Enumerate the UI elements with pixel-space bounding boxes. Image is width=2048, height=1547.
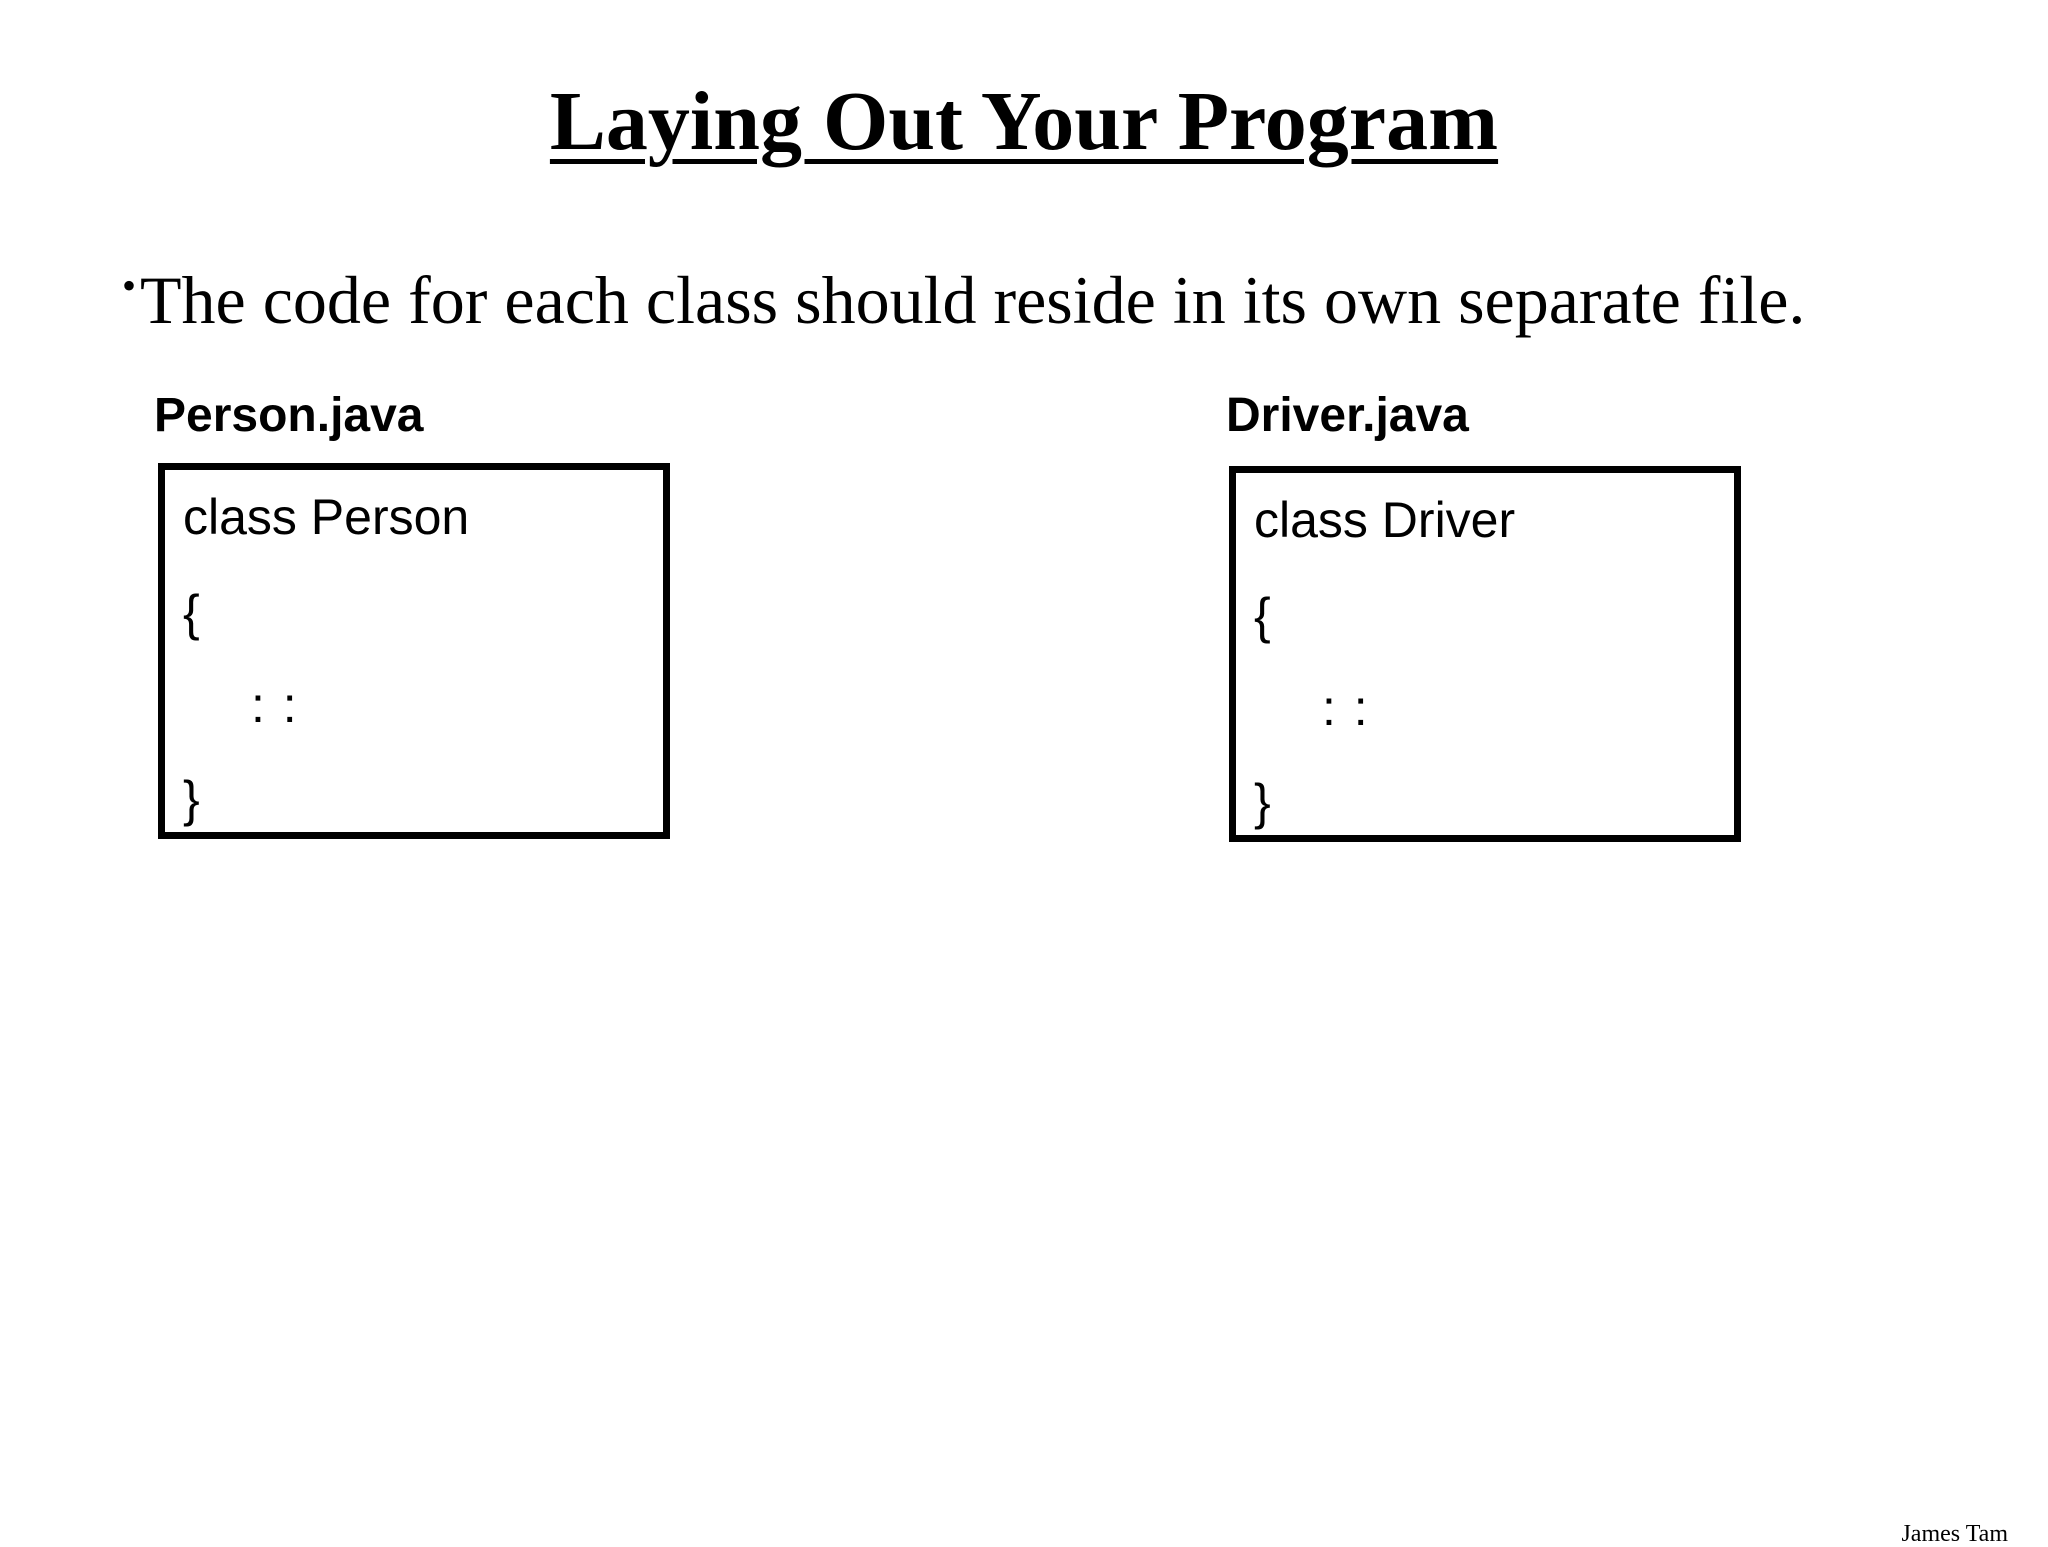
code-line-class-declaration: class Person [183, 489, 470, 545]
code-line-open-brace: { [1254, 588, 1271, 644]
code-line-close-brace: } [1254, 774, 1271, 830]
footer-author: James Tam [1901, 1521, 2008, 1547]
file-label-driver: Driver.java [1226, 389, 1469, 442]
code-box-person [158, 463, 670, 839]
code-box-driver [1229, 466, 1741, 842]
code-line-class-declaration: class Driver [1254, 492, 1516, 548]
file-label-person: Person.java [154, 389, 424, 442]
slide-title: Laying Out Your Program [549, 75, 1499, 168]
code-line-ellipsis: : : [251, 677, 299, 733]
code-line-open-brace: { [183, 585, 200, 641]
bullet-point [122, 262, 1806, 338]
code-line-close-brace: } [183, 771, 200, 827]
bullet-icon: • [122, 263, 137, 308]
code-line-ellipsis: : : [1322, 680, 1370, 736]
bullet-text: The code for each class should reside in its own separate file. [140, 262, 1806, 338]
